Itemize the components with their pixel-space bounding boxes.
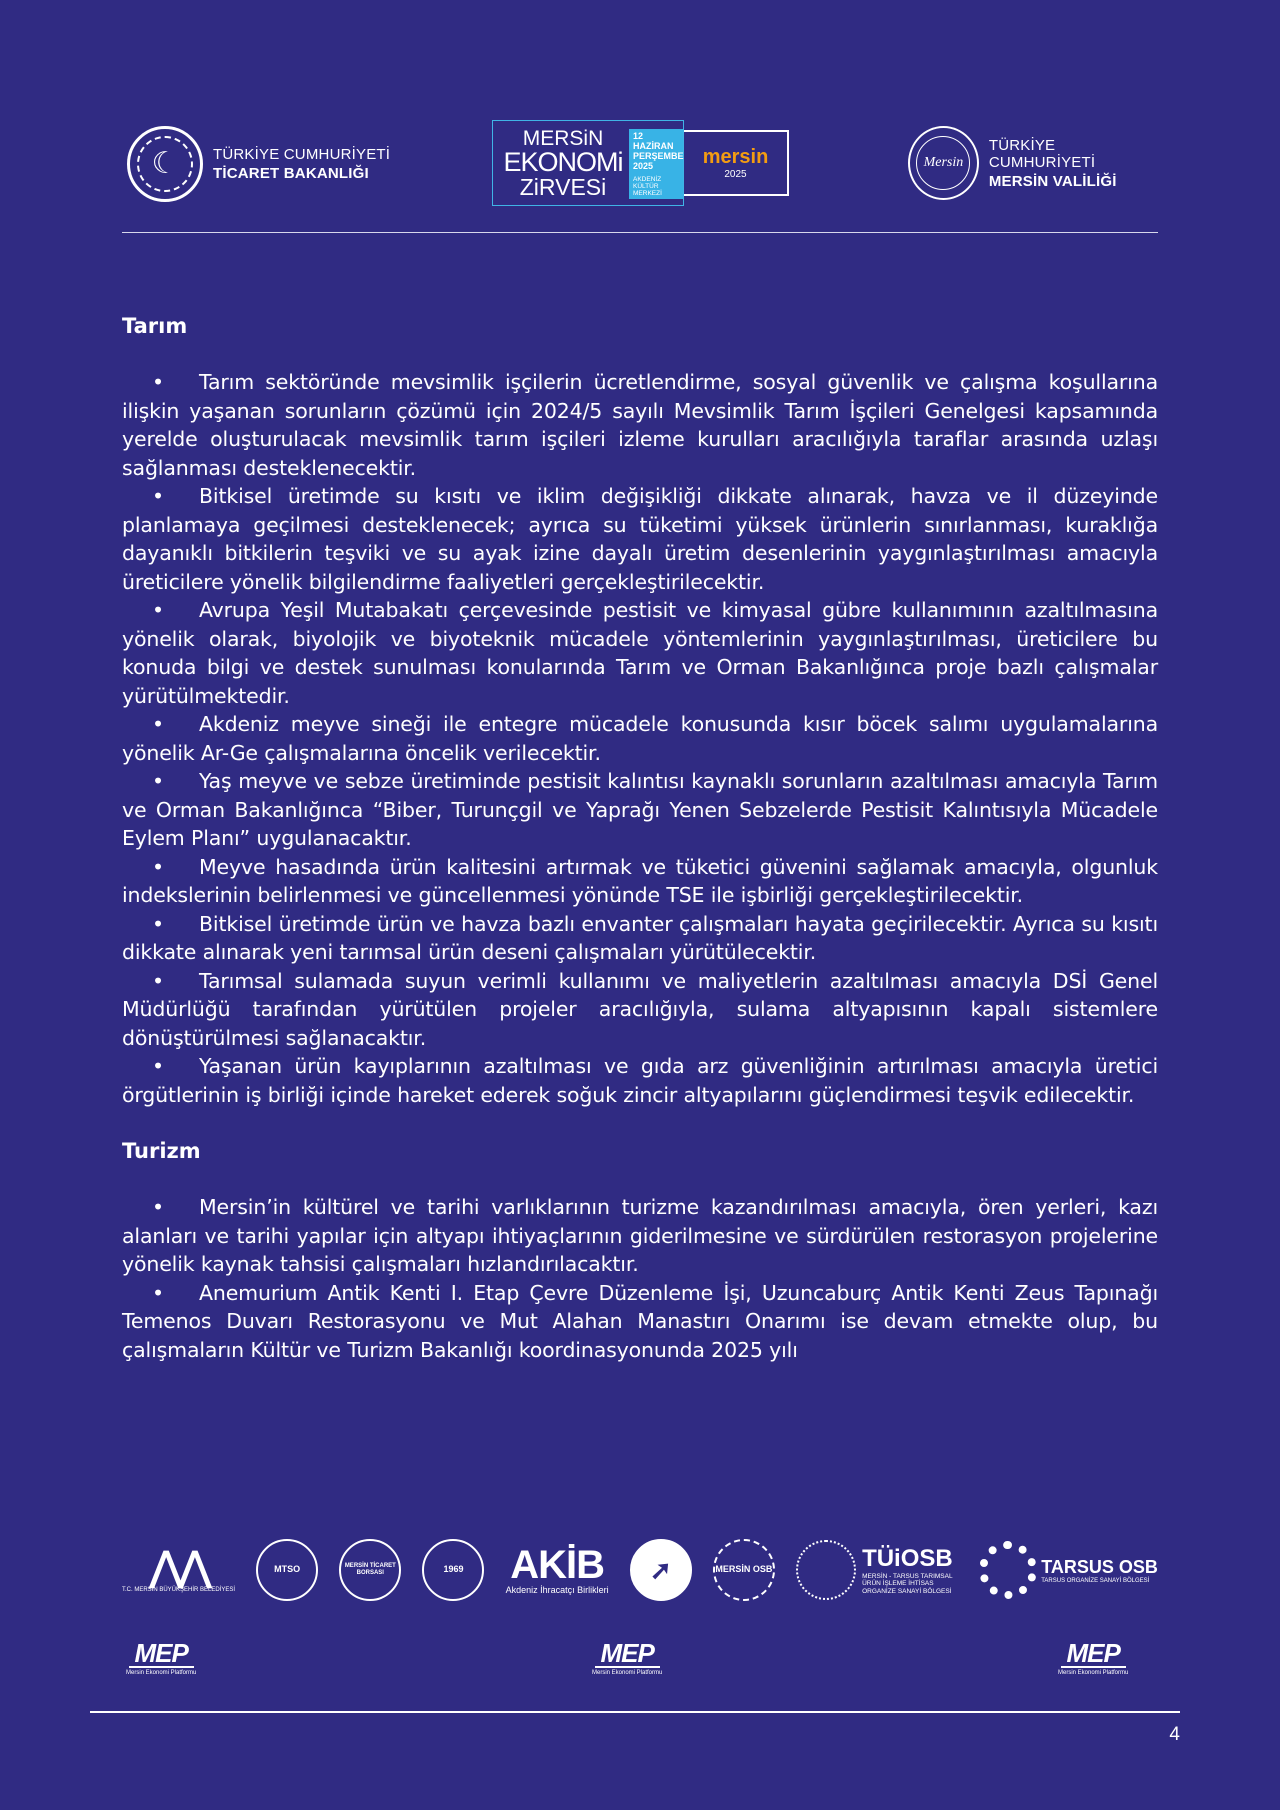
hexagon-pattern-icon (796, 1540, 856, 1600)
buyuksehir-logo (122, 1547, 235, 1593)
page-header (122, 120, 1158, 230)
list-item: • Bitkisel üretimde su kısıtı ve iklim değişikliği dikkate alınarak, havza ve il düzeyinde planlamaya geçilmesi desteklenecek; ayrıca su tüketimi yüksek ürünlerin sınırlanması, kuraklığa dayanıklı bitkilerin teşviki ve su ayak izine dayalı üretim desenlerinin yaygınlaştırılması amacıyla üreticilere yönelik bilgilendirme faaliyetleri gerçekleştirilecektir. (122, 484, 1158, 594)
tarim-bullet-list (122, 368, 1158, 1109)
list-item: • Yaşanan ürün kayıplarının azaltılması ve gıda arz güvenliğinin artırılması amacıyla üretici örgütlerinin iş birliği içinde hareket ederek soğuk zincir altyapılarını güçlendirmesi teşvik edilecektir. (122, 1054, 1158, 1107)
mep-logo-left (126, 1640, 196, 1676)
summit-title-2: EKONOMi (503, 146, 623, 177)
gear-icon (979, 1541, 1037, 1599)
mep-word: MEP (595, 1640, 660, 1668)
turizm-bullet-list (122, 1193, 1158, 1364)
list-item: • Akdeniz meyve sineği ile entegre mücadele konusunda kısır böcek salımı uygulamalarına yönelik Ar-Ge çalışmalarına öncelik verilecektir. (122, 712, 1158, 765)
summit-date-badge (629, 129, 683, 199)
bullet-icon: • (152, 484, 164, 508)
list-item: • Tarım sektöründe mevsimlik işçilerin ücretlendirme, sosyal güvenlik ve çalışma koşullarına ilişkin yaşanan sorunların çözümü için 2024/5 sayılı Mevsimlik Tarım İşçileri Genelgesi kapsamında yerelde oluşturulacak mevsimlik tarım işçileri izleme kurulları aracılığıyla taraflar arasında uzlaşı sağlanması desteklenecektir. (122, 370, 1158, 480)
list-item: • Anemurium Antik Kenti I. Etap Çevre Düzenleme İşi, Uzuncaburç Antik Kenti Zeus Tapınağı Temenos Duvarı Restorasyonu ve Mut Alahan Manastırı Onarımı ise devam etmekte olup, bu çalışmaların Kültür ve Turizm Bakanlığı koordinasyonunda 2025 yılı (122, 1280, 1158, 1362)
summit-title-1: MERSiN (522, 126, 604, 150)
akib-label: Akdeniz İhracatçı Birlikleri (505, 1585, 609, 1595)
bullet-icon: • (152, 598, 164, 622)
footer-divider (90, 1711, 1180, 1713)
ticaret-bakanligi-logo (127, 126, 390, 202)
mersin-brand-word: mersin (702, 146, 769, 168)
list-item: • Avrupa Yeşil Mutabakatı çerçevesinde pestisit ve kimyasal gübre kullanımının azaltılmasına yönelik olarak, biyolojik ve biyoteknik mücadele yöntemlerinin yaygınlaştırılması, üreticilere bu konuda bilgi ve destek sunulması konularında Tarım ve Orman Bakanlığınca proje bazlı çalışmalar yürütülmektedir. (122, 598, 1158, 708)
mersin-valiligi-logo (908, 126, 1158, 200)
list-item: • Tarımsal sulamada suyun verimli kullanımı ve maliyetlerin azaltılması amacıyla DSİ Genel Müdürlüğü tarafından yürütülen projeler aracılığıyla, sulama altyapısının kapalı sistemlere dönüştürülmesi sağlanacaktır. (122, 968, 1158, 1050)
summit-title-3: ZiRVESi (519, 173, 607, 200)
mep-sub: Mersin Ekonomi Platformu (592, 1670, 663, 1676)
mesob-circle-icon: 1969 (422, 1539, 484, 1601)
tuiosb-logo (796, 1540, 958, 1600)
mesob-logo (422, 1539, 484, 1601)
section-title-tarim: Tarım (122, 314, 188, 338)
list-item: • Mersin’in kültürel ve tarihi varlıklarının turizme kazandırılması amacıyla, ören yerleri, kazı alanları ve tarihi yapılar için altyapı ihtiyaçlarının giderilmesine ve sürdürülen restorasyon projelerine yönelik kaynak tahsisi çalışmaları hızlandırılacaktır. (122, 1195, 1158, 1276)
osb-circle-icon: MERSİN OSB (713, 1539, 775, 1601)
tarsus-osb-logo (979, 1541, 1158, 1599)
mersin-brand-year: 2025 (724, 169, 747, 180)
akib-logo (506, 1545, 609, 1595)
bullet-icon: • (152, 712, 164, 736)
summit-date-2: PERŞEMBE (633, 150, 684, 161)
tuiosb-word: TÜiOSB (862, 1545, 953, 1573)
mep-logo-center (592, 1640, 662, 1676)
list-item: • Meyve hasadında ürün kalitesini artırmak ve tüketici güvenini sağlamak amacıyla, olgunluk indekslerinin belirlenmesi ve güncellenmesi yönünde TSE ile işbirliği gerçekleştirilecektir. (122, 854, 1158, 907)
arrow-circle-icon: ➚ (630, 1539, 692, 1601)
document-body (122, 308, 1158, 1364)
borsa-circle-icon: MERSİN TİCARET BORSASI (339, 1539, 401, 1601)
bullet-icon: • (152, 370, 164, 394)
ticaret-line1: TÜRKİYE CUMHURİYETİ (213, 146, 391, 163)
mep-word: MEP (1061, 1640, 1126, 1668)
bullet-icon: • (152, 1195, 164, 1219)
bullet-icon: • (152, 769, 164, 793)
tarsus-label: TARSUS ORGANİZE SANAYİ BÖLGESİ (1041, 1577, 1150, 1584)
list-item: • Bitkisel üretimde ürün ve havza bazlı envanter çalışmaları hayata geçirilecektir. Ayrıca su kısıtı dikkate alınarak yeni tarımsal ürün deseni çalışmaları yürütülecektir. (122, 911, 1158, 964)
mep-logo-right (1058, 1640, 1128, 1676)
mersin-ekonomi-zirvesi-logo (492, 120, 789, 206)
summit-date-1: 12 HAZİRAN (633, 131, 674, 151)
ticaret-borsasi-logo (339, 1539, 401, 1601)
page-number: 4 (1169, 1724, 1180, 1745)
tarsus-word: TARSUS OSB (1041, 1556, 1158, 1577)
akib-word: AKİB (510, 1543, 604, 1587)
valilik-line1: TÜRKİYE CUMHURİYETİ (988, 136, 1096, 171)
summit-venue: AKDENİZ KÜLTÜR MERKEZİ (633, 175, 662, 197)
header-divider (122, 232, 1158, 233)
mep-word: MEP (129, 1640, 194, 1668)
mep-sub: Mersin Ekonomi Platformu (126, 1670, 197, 1676)
bullet-icon: • (152, 968, 164, 993)
bullet-icon: • (152, 1280, 164, 1305)
summit-date-3: 2025 (633, 160, 654, 171)
partner-logos (122, 1530, 1158, 1610)
ticaret-seal-icon: ☾ (127, 126, 203, 202)
mtso-logo (256, 1539, 318, 1601)
kalkinma-ajansi-logo (630, 1539, 692, 1601)
bullet-icon: • (152, 1054, 164, 1078)
mtso-circle-icon: MTSO (256, 1539, 318, 1601)
mep-sub: Mersin Ekonomi Platformu (1058, 1670, 1129, 1676)
list-item: • Yaş meyve ve sebze üretiminde pestisit kalıntısı kaynaklı sorunların azaltılması amacıyla Tarım ve Orman Bakanlığınca “Biber, Turunçgil ve Yaprağı Yenen Sebzelerde Pestisit Kalıntısıyla Mücadele Eylem Planı” uygulanacaktır. (122, 769, 1158, 850)
mersin-brand-logo (684, 130, 789, 196)
valilik-line2: MERSİN VALİLİĞİ (988, 172, 1117, 190)
valilik-seal-icon: Mersin (908, 126, 979, 200)
ticaret-line2: TİCARET BAKANLIĞI (213, 165, 369, 182)
bullet-icon: • (152, 854, 164, 879)
section-title-turizm: Turizm (122, 1139, 201, 1163)
mersin-osb-logo (713, 1539, 775, 1601)
mep-logos (122, 1640, 1158, 1680)
buyuksehir-label: T.C. MERSİN BÜYÜKŞEHİR BELEDİYESİ (122, 1587, 236, 1593)
bullet-icon: • (152, 911, 164, 936)
tuiosb-label: MERSİN - TARSUS TARIMSAL ÜRÜN İŞLEME İHTİSAS ORGANİZE SANAYİ BÖLGESİ (862, 1573, 953, 1595)
buyuksehir-m-icon: ⋀⋀ (149, 1545, 208, 1589)
